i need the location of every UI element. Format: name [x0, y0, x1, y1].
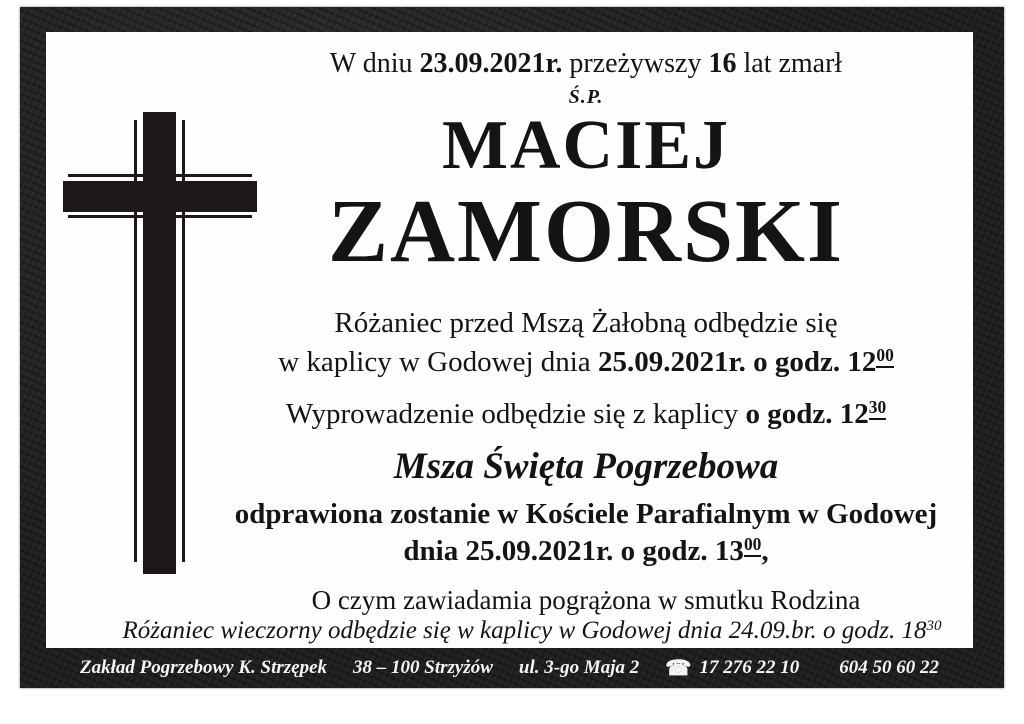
evening-time-superscript: 30: [926, 617, 942, 634]
funeral-home-street: ul. 3-go Maja 2: [518, 657, 640, 678]
mass-datetime-comma: ,: [761, 535, 769, 567]
rosary-place-pre: w kaplicy w Godowej dnia: [278, 346, 598, 378]
rosary-place-line: [200, 342, 972, 382]
announcement-card: [46, 32, 973, 648]
procession-line: [200, 394, 972, 434]
evening-rosary-text: Różaniec wieczorny odbędzie się w kaplicy w Godowej dnia 24.09.br. o godz. 18: [122, 617, 927, 644]
funeral-home-name: Zakład Pogrzebowy K. Strzępek: [80, 657, 328, 678]
rosary-time-superscript: 00: [876, 347, 893, 367]
deceased-last-name: ZAMORSKI: [327, 182, 845, 281]
landline-phone-number: 17 276 22 10: [699, 657, 800, 678]
rosary-datetime: 25.09.2021r. o godz. 12: [597, 346, 877, 378]
mass-time-superscript: 00: [744, 536, 761, 556]
funeral-home-footer: [46, 648, 973, 688]
age-value: 16: [708, 48, 737, 79]
evening-rosary-line: [94, 614, 970, 648]
procession-time: o godz. 12: [745, 398, 869, 430]
rosary-line: Różaniec przed Mszą Żałobną odbędzie się: [334, 307, 838, 339]
procession-pre: Wyprowadzenie odbędzie się z kaplicy: [285, 398, 746, 430]
deceased-first-name: MACIEJ: [441, 107, 731, 184]
mass-place-line: odprawiona zostanie w Kościele Parafialnym w Godowej: [234, 498, 938, 530]
funeral-home-postal: 38 – 100 Strzyżów: [353, 657, 493, 678]
mass-title: Msza Święta Pogrzebowa: [393, 446, 779, 487]
death-notice-pre: W dniu: [329, 48, 420, 79]
death-notice-mid: przeżywszy: [562, 48, 709, 79]
mass-datetime-line: [200, 532, 972, 570]
announcement-frame: [20, 7, 1004, 688]
death-notice-line: [200, 46, 972, 82]
family-notice-line: O czym zawiadamia pogrążona w smutku Rodzina: [311, 585, 861, 615]
death-notice-post: lat zmarł: [736, 48, 843, 79]
mobile-phone-number: 604 50 60 22: [839, 657, 939, 678]
phone-icon: ☎: [665, 655, 692, 680]
death-date: 23.09.2021r.: [419, 48, 563, 79]
procession-time-superscript: 30: [869, 399, 886, 419]
announcement-text: [200, 38, 972, 618]
mass-datetime: dnia 25.09.2021r. o godz. 13: [403, 535, 744, 567]
landline-phone-group: [665, 657, 799, 679]
sp-abbreviation: Ś.P.: [568, 86, 604, 108]
